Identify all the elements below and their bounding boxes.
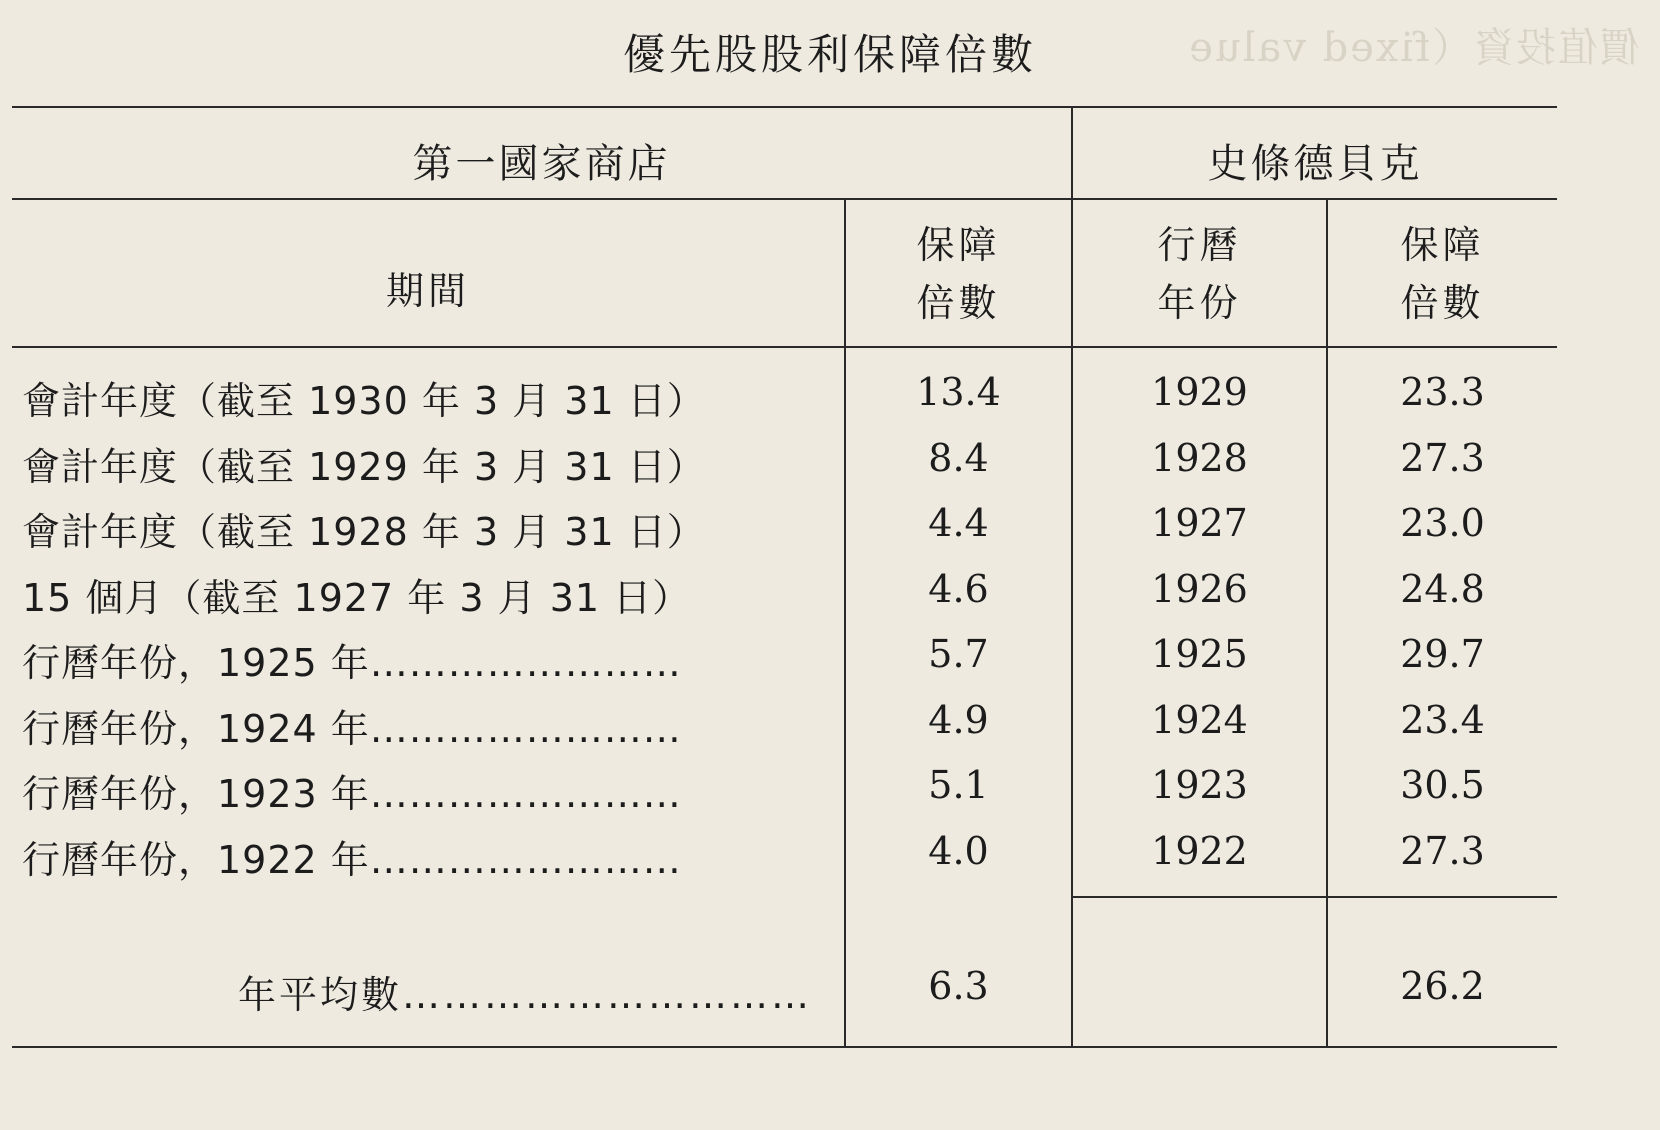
column-header-coverage-a xyxy=(846,216,1071,332)
row-year: 1925 xyxy=(1151,632,1248,676)
average-label: 年平均數………………………… xyxy=(238,973,813,1017)
column-header-year-line1: 行曆 xyxy=(1157,223,1242,267)
rule-bottom xyxy=(12,1046,1557,1048)
row-period-label: 會計年度（截至 1928 年 3 月 31 日） xyxy=(22,510,706,554)
row-period-label: 會計年度（截至 1929 年 3 月 31 日） xyxy=(22,445,706,489)
row-coverage-b: 23.3 xyxy=(1400,370,1485,414)
row-coverage-b: 23.0 xyxy=(1400,501,1485,545)
row-year: 1927 xyxy=(1151,501,1248,545)
row-coverage-b: 24.8 xyxy=(1400,567,1485,611)
row-coverage-a: 4.4 xyxy=(928,501,989,545)
row-year: 1929 xyxy=(1151,370,1248,414)
column-header-coverage-a-line2: 倍數 xyxy=(916,281,1001,325)
row-coverage-a: 4.9 xyxy=(928,698,989,742)
row-coverage-b: 23.4 xyxy=(1400,698,1485,742)
row-period-label: 行曆年份，1923 年…………………… xyxy=(22,772,682,816)
row-year: 1922 xyxy=(1151,829,1248,873)
rule-top xyxy=(12,106,1557,108)
row-coverage-a: 4.6 xyxy=(928,567,989,611)
row-period-label: 會計年度（截至 1930 年 3 月 31 日） xyxy=(22,379,706,423)
row-year: 1924 xyxy=(1151,698,1248,742)
row-coverage-b: 29.7 xyxy=(1400,632,1485,676)
row-coverage-b: 27.3 xyxy=(1400,436,1485,480)
column-header-year-line2: 年份 xyxy=(1157,281,1242,325)
rule-average xyxy=(1072,896,1557,898)
row-coverage-a: 5.1 xyxy=(928,763,989,807)
column-header-coverage-a-line1: 保障 xyxy=(916,223,1001,267)
group-header-right: 史條德貝克 xyxy=(1207,141,1423,187)
column-header-period: 期間 xyxy=(385,269,470,313)
group-header-left: 第一國家商店 xyxy=(412,141,671,187)
row-period-label: 15 個月（截至 1927 年 3 月 31 日） xyxy=(22,576,692,620)
row-period-label: 行曆年份，1925 年…………………… xyxy=(22,641,682,685)
table-title: 優先股股利保障倍數 xyxy=(622,30,1037,79)
row-year: 1926 xyxy=(1151,567,1248,611)
row-year: 1923 xyxy=(1151,763,1248,807)
row-year: 1928 xyxy=(1151,436,1248,480)
column-header-coverage-b-line1: 保障 xyxy=(1400,223,1485,267)
bleed-through-text: 價值投資（fixed value xyxy=(1187,25,1640,71)
row-coverage-a: 5.7 xyxy=(928,632,989,676)
row-coverage-b: 30.5 xyxy=(1400,763,1485,807)
column-header-year xyxy=(1073,216,1326,332)
row-coverage-a: 4.0 xyxy=(928,829,989,873)
row-coverage-a: 13.4 xyxy=(916,370,1001,414)
row-period-label: 行曆年份，1922 年…………………… xyxy=(22,838,682,882)
column-header-coverage-b xyxy=(1328,216,1557,332)
row-coverage-b: 27.3 xyxy=(1400,829,1485,873)
row-coverage-a: 8.4 xyxy=(928,436,989,480)
row-period-label: 行曆年份，1924 年…………………… xyxy=(22,707,682,751)
average-coverage-a: 6.3 xyxy=(928,964,989,1008)
column-header-coverage-b-line2: 倍數 xyxy=(1400,281,1485,325)
average-coverage-b: 26.2 xyxy=(1400,964,1485,1008)
